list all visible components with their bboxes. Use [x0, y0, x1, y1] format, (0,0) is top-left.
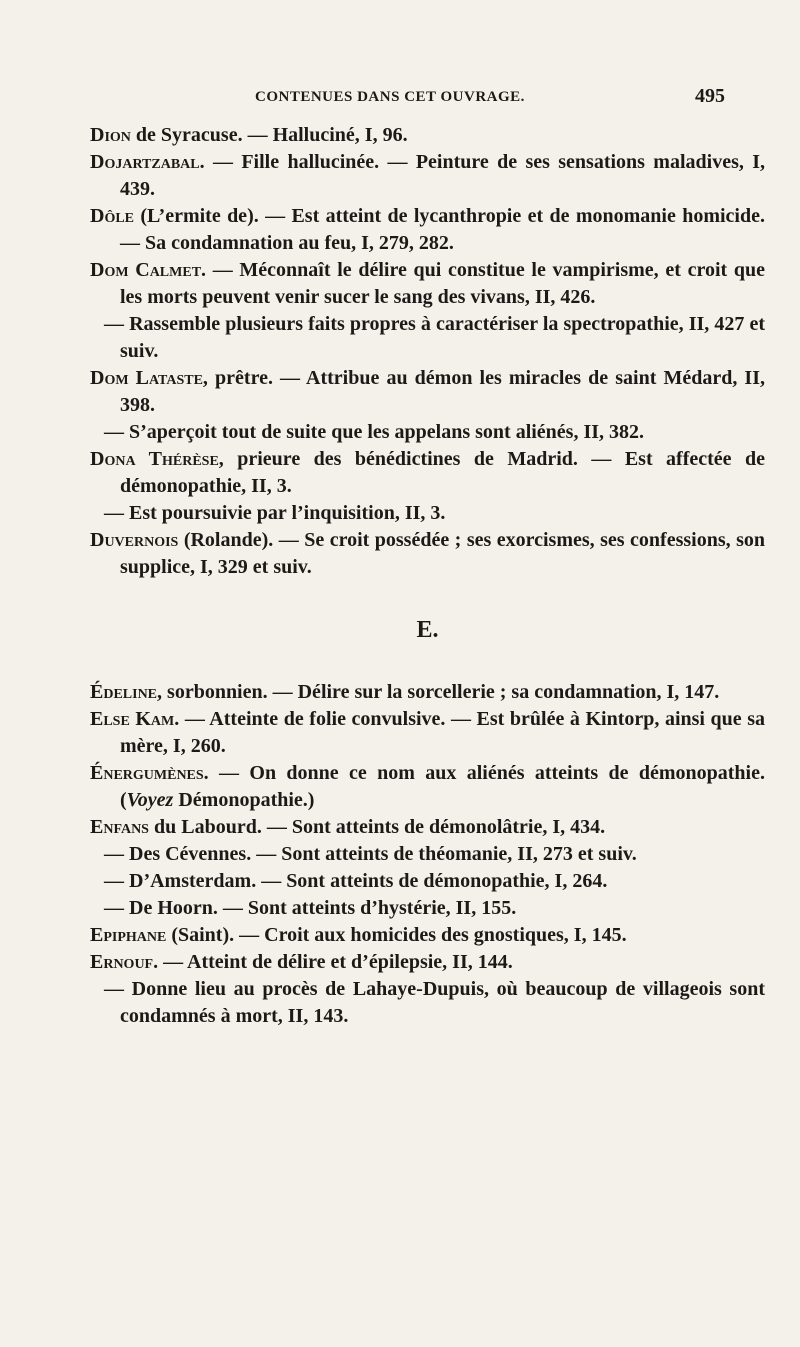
- entry-head: Dom Calmet.: [90, 259, 207, 281]
- index-entry: [90, 706, 765, 760]
- entry-text: — Fille hallucinée. — Peinture de ses sensations maladives, I, 439.: [120, 151, 765, 200]
- entry-text: Démonopathie.): [173, 789, 315, 811]
- entry-head: Édeline,: [90, 681, 163, 703]
- running-title: CONTENUES DANS CET OUVRAGE.: [255, 89, 525, 105]
- entry-head: Énergumènes.: [90, 762, 209, 784]
- entry-text: de Syracuse. — Halluciné, I, 96.: [130, 124, 408, 146]
- entry-text: — Atteint de délire et d’épilepsie, II, 144.: [158, 951, 513, 973]
- entry-head: Dom Lataste,: [90, 367, 208, 389]
- index-entry: [90, 527, 765, 581]
- entry-text: — Atteinte de folie convulsive. — Est brûlée à Kintorp, ainsi que sa mère, I, 260.: [120, 708, 766, 757]
- index-entry: [90, 814, 765, 841]
- index-entry: [90, 122, 765, 149]
- voyez-reference: Voyez: [126, 789, 174, 811]
- index-entry: [90, 760, 765, 814]
- index-entries: [90, 122, 765, 1030]
- entry-head: Dion: [90, 124, 131, 146]
- index-entry: [90, 922, 765, 949]
- entry-head: Dona Thérèse,: [90, 448, 224, 470]
- entry-text: — Méconnaît le délire qui constitue le vampirisme, et croit que les morts peuvent venir sucer le sang des vivans, II, 426.: [120, 259, 766, 308]
- index-subentry: — S’aperçoit tout de suite que les appelans sont aliénés, II, 382.: [104, 421, 645, 443]
- entry-text: du Labourd. — Sont atteints de démonolâtrie, I, 434.: [148, 816, 606, 838]
- entry-head: Duvernois: [90, 529, 179, 551]
- page-number: 495: [695, 85, 725, 107]
- section-letter: E.: [416, 617, 439, 643]
- entry-head: Epiphane: [90, 924, 167, 946]
- entry-head: Enfans: [90, 816, 149, 838]
- index-entry: [90, 365, 765, 419]
- index-entry: [90, 949, 765, 976]
- entry-text: prieure des bénédictines de Madrid. — Est affectée de démonopathie, II, 3.: [120, 448, 765, 497]
- index-subentry: — D’Amsterdam. — Sont atteints de démonopathie, I, 264.: [104, 870, 608, 892]
- index-subentry: — Donne lieu au procès de Lahaye-Dupuis, où beaucoup de villageois sont condamnés à mort, II, 143.: [104, 978, 765, 1027]
- entry-text: (Rolande). — Se croit possédée ; ses exorcismes, ses confessions, son supplice, I, 329 et suiv.: [120, 529, 765, 578]
- entry-text: (Saint). — Croit aux homicides des gnostiques, I, 145.: [166, 924, 627, 946]
- entry-head: Dojartzabal.: [90, 151, 205, 173]
- running-head: [0, 85, 800, 115]
- entry-text: — On donne ce nom aux aliénés atteints de démonopathie. (: [120, 762, 765, 811]
- index-subentry: — Rassemble plusieurs faits propres à caractériser la spectropathie, II, 427 et suiv.: [104, 313, 765, 362]
- entry-text: prêtre. — Attribue au démon les miracles de saint Médard, II, 398.: [120, 367, 765, 416]
- index-subentry: — De Hoorn. — Sont atteints d’hystérie, II, 155.: [104, 897, 517, 919]
- entry-head: Ernouf.: [90, 951, 159, 973]
- index-subentry: — Des Cévennes. — Sont atteints de théomanie, II, 273 et suiv.: [104, 843, 637, 865]
- entry-text: sorbonnien. — Délire sur la sorcellerie ; sa condamnation, I, 147.: [162, 681, 720, 703]
- index-entry: [90, 446, 765, 500]
- index-entry: [90, 203, 765, 257]
- entry-head: Dôle: [90, 205, 135, 227]
- index-subentry: — Est poursuivie par l’inquisition, II, 3.: [104, 502, 446, 524]
- index-entry: [90, 149, 765, 203]
- index-entry: [90, 257, 765, 311]
- entry-head: Else Kam.: [90, 708, 180, 730]
- index-entry: [90, 679, 765, 706]
- entry-text: (L’ermite de). — Est atteint de lycanthropie et de monomanie homicide. — Sa condamnation au feu, I, 279, 282.: [120, 205, 765, 254]
